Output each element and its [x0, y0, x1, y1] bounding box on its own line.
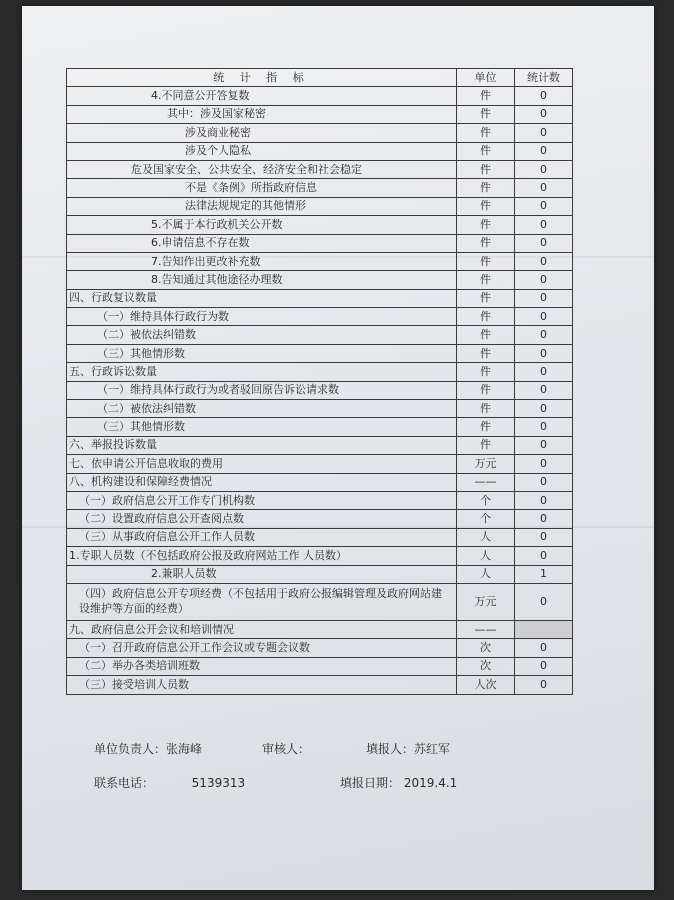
value-cell: 0 [515, 308, 573, 326]
table-row [67, 455, 573, 473]
value-cell: 0 [515, 547, 573, 565]
unit-cell: 件 [457, 400, 515, 418]
table-row [67, 344, 573, 362]
indicator-cell: 不是《条例》所指政府信息 [67, 179, 457, 197]
table-row [67, 657, 573, 675]
header-value: 统计数 [515, 69, 573, 87]
indicator-cell: （一）维持具体行政行为数 [67, 308, 457, 326]
unit-cell: 件 [457, 179, 515, 197]
unit-cell: 件 [457, 124, 515, 142]
date-field [340, 774, 457, 791]
table-row [67, 510, 573, 528]
value-cell: 0 [515, 491, 573, 509]
indicator-cell: 涉及个人隐私 [67, 142, 457, 160]
table-row [67, 271, 573, 289]
table-row [67, 197, 573, 215]
leader-field [94, 740, 202, 757]
table-body [67, 87, 573, 694]
phone-number: 5139313 [191, 776, 246, 790]
unit-cell: 件 [457, 216, 515, 234]
unit-cell: 件 [457, 344, 515, 362]
value-cell: 0 [515, 197, 573, 215]
reviewer-label: 审核人： [262, 742, 311, 756]
unit-cell: 个 [457, 491, 515, 509]
value-cell: 0 [515, 528, 573, 546]
value-cell: 0 [515, 87, 573, 105]
value-cell: 0 [515, 436, 573, 454]
value-cell: 1 [515, 565, 573, 583]
indicator-cell: 7.告知作出更改补充数 [67, 252, 457, 270]
indicator-cell: 五、行政诉讼数量 [67, 363, 457, 381]
value-cell: 0 [515, 179, 573, 197]
header-unit: 单位 [457, 69, 515, 87]
paper-sheet [22, 6, 654, 890]
table-header-row [67, 69, 573, 87]
value-cell: 0 [515, 326, 573, 344]
value-cell: 0 [515, 289, 573, 307]
unit-cell: 次 [457, 657, 515, 675]
table-row [67, 142, 573, 160]
leader-label: 单位负责人： [94, 742, 167, 756]
indicator-cell: （三）其他情形数 [67, 418, 457, 436]
table-row [67, 565, 573, 583]
unit-cell: 件 [457, 160, 515, 178]
unit-cell: 个 [457, 510, 515, 528]
filler-name: 苏红军 [414, 742, 451, 756]
indicator-cell: 法律法规规定的其他情形 [67, 197, 457, 215]
statistics-table [66, 68, 573, 695]
unit-cell: 件 [457, 381, 515, 399]
table-row [67, 289, 573, 307]
phone-field [94, 774, 245, 791]
value-cell: 0 [515, 363, 573, 381]
indicator-cell: （一）政府信息公开工作专门机构数 [67, 491, 457, 509]
value-cell: 0 [515, 473, 573, 491]
indicator-cell: （二）举办各类培训班数 [67, 657, 457, 675]
table-row [67, 400, 573, 418]
indicator-cell: （二）设置政府信息公开查阅点数 [67, 510, 457, 528]
indicator-cell: 八、机构建设和保障经费情况 [67, 473, 457, 491]
indicator-cell: （四）政府信息公开专项经费（不包括用于政府公报编辑管理及政府网站建设维护等方面的经费） [67, 583, 457, 620]
table-row [67, 620, 573, 638]
table-row [67, 583, 573, 620]
indicator-cell: 5.不属于本行政机关公开数 [67, 216, 457, 234]
unit-cell: 件 [457, 234, 515, 252]
unit-cell: 件 [457, 326, 515, 344]
value-cell: 0 [515, 344, 573, 362]
indicator-cell: （二）被依法纠错数 [67, 326, 457, 344]
unit-cell: 人次 [457, 676, 515, 694]
unit-cell: —— [457, 473, 515, 491]
table-row [67, 160, 573, 178]
table-row [67, 436, 573, 454]
unit-cell: 件 [457, 363, 515, 381]
unit-cell: 件 [457, 252, 515, 270]
leader-name: 张海峰 [166, 742, 203, 756]
table-row [67, 418, 573, 436]
value-cell: 0 [515, 142, 573, 160]
table-row [67, 124, 573, 142]
phone-label: 联系电话： [94, 776, 155, 790]
table-row [67, 473, 573, 491]
indicator-cell: （一）维持具体行政行为或者驳回原告诉讼请求数 [67, 381, 457, 399]
indicator-cell: 危及国家安全、公共安全、经济安全和社会稳定 [67, 160, 457, 178]
table-row [67, 234, 573, 252]
table-row [67, 326, 573, 344]
unit-cell: 人 [457, 528, 515, 546]
value-cell: 0 [515, 639, 573, 657]
table-row [67, 528, 573, 546]
unit-cell: 件 [457, 87, 515, 105]
unit-cell: —— [457, 620, 515, 638]
unit-cell: 件 [457, 436, 515, 454]
indicator-cell: 六、举报投诉数量 [67, 436, 457, 454]
indicator-cell: （三）从事政府信息公开工作人员数 [67, 528, 457, 546]
indicator-cell: 4.不同意公开答复数 [67, 87, 457, 105]
indicator-cell: （三）接受培训人员数 [67, 676, 457, 694]
unit-cell: 件 [457, 418, 515, 436]
filler-field [366, 740, 450, 757]
indicator-cell: 九、政府信息公开会议和培训情况 [67, 620, 457, 638]
date-value: 2019.4.1 [403, 776, 458, 790]
table-row [67, 381, 573, 399]
table-row [67, 87, 573, 105]
indicator-cell: （三）其他情形数 [67, 344, 457, 362]
indicator-cell: （二）被依法纠错数 [67, 400, 457, 418]
indicator-cell: 七、依申请公开信息收取的费用 [67, 455, 457, 473]
header-indicator: 统 计 指 标 [67, 69, 457, 87]
indicator-cell: 四、行政复议数量 [67, 289, 457, 307]
value-cell: 0 [515, 271, 573, 289]
value-cell: 0 [515, 252, 573, 270]
table-row [67, 363, 573, 381]
unit-cell: 万元 [457, 455, 515, 473]
value-cell: 0 [515, 381, 573, 399]
table-row [67, 308, 573, 326]
table-row [67, 676, 573, 694]
unit-cell: 件 [457, 271, 515, 289]
unit-cell: 人 [457, 547, 515, 565]
unit-cell: 件 [457, 105, 515, 123]
date-label: 填报日期： [340, 776, 401, 790]
indicator-cell: 8.告知通过其他途径办理数 [67, 271, 457, 289]
indicator-cell: 2.兼职人员数 [67, 565, 457, 583]
table-row [67, 547, 573, 565]
unit-cell: 件 [457, 308, 515, 326]
table-row [67, 105, 573, 123]
unit-cell: 件 [457, 142, 515, 160]
value-cell: 0 [515, 400, 573, 418]
unit-cell: 次 [457, 639, 515, 657]
filler-label: 填报人： [366, 742, 415, 756]
indicator-cell: （一）召开政府信息公开工作会议或专题会议数 [67, 639, 457, 657]
table-row [67, 639, 573, 657]
indicator-cell: 1.专职人员数（不包括政府公报及政府网站工作 人员数） [67, 547, 457, 565]
value-cell: 0 [515, 510, 573, 528]
indicator-cell: 6.申请信息不存在数 [67, 234, 457, 252]
unit-cell: 件 [457, 197, 515, 215]
unit-cell: 人 [457, 565, 515, 583]
indicator-cell: 涉及商业秘密 [67, 124, 457, 142]
indicator-cell: 其中：涉及国家秘密 [67, 105, 457, 123]
value-cell: 0 [515, 124, 573, 142]
value-cell: 0 [515, 234, 573, 252]
value-cell: 0 [515, 676, 573, 694]
table-row [67, 179, 573, 197]
table-row [67, 491, 573, 509]
value-cell: 0 [515, 418, 573, 436]
value-cell: 0 [515, 160, 573, 178]
value-cell [515, 620, 573, 638]
value-cell: 0 [515, 583, 573, 620]
table-row [67, 216, 573, 234]
unit-cell: 万元 [457, 583, 515, 620]
reviewer-field [262, 740, 310, 757]
table-row [67, 252, 573, 270]
value-cell: 0 [515, 105, 573, 123]
value-cell: 0 [515, 455, 573, 473]
value-cell: 0 [515, 216, 573, 234]
unit-cell: 件 [457, 289, 515, 307]
value-cell: 0 [515, 657, 573, 675]
